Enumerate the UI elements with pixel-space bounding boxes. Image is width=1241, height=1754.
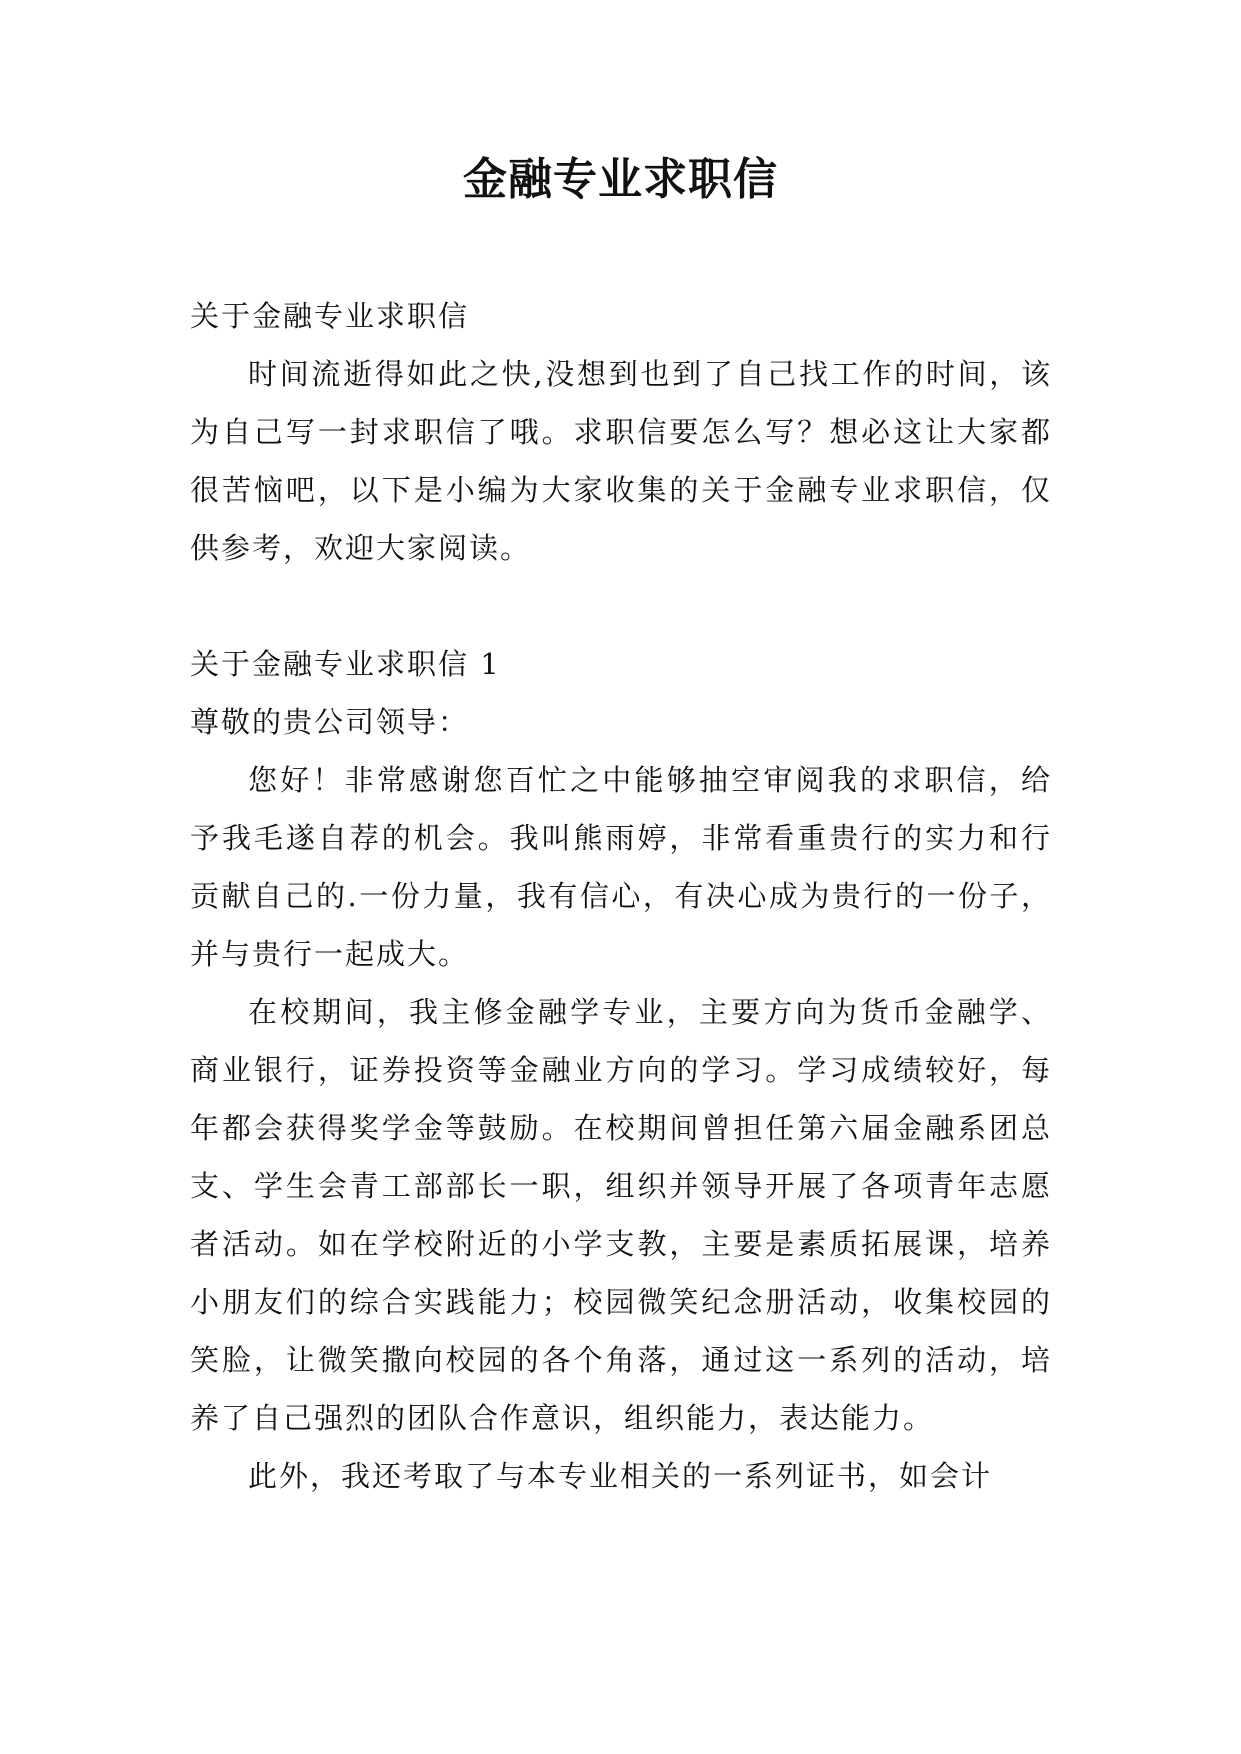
body-paragraph-greeting: 您好！非常感谢您百忙之中能够抽空审阅我的求职信，给予我毛遂自荐的机会。我叫熊雨婷，非常看重贵行的实力和行贡献自己的.一份力量，我有信心，有决心成为贵行的一份子，并与贵行一起成大。 — [190, 763, 1052, 971]
document-title: 金融专业求职信 — [463, 154, 778, 205]
salutation: 尊敬的贵公司领导： — [190, 705, 470, 739]
paragraph-spacer — [190, 577, 1052, 635]
document-body — [190, 287, 1052, 1505]
body-paragraph-education: 在校期间，我主修金融学专业，主要方向为货币金融学、商业银行，证券投资等金融业方向的学习。学习成绩较好，每年都会获得奖学金等鼓励。在校期间曾担任第六届金融系团总支、学生会青工部部长一职，组织并领导开展了各项青年志愿者活动。如在学校附近的小学支教，主要是素质拓展课，培养小朋友们的综合实践能力；校园微笑纪念册活动，收集校园的笑脸，让微笑撒向校园的各个角落，通过这一系列的活动，培养了自己强烈的团队合作意识，组织能力，表达能力。 — [190, 995, 1052, 1435]
body-paragraph-certificates: 此外，我还考取了与本专业相关的一系列证书，如会计 — [248, 1459, 993, 1493]
intro-heading: 关于金融专业求职信 — [190, 299, 470, 333]
letter-heading: 关于金融专业求职信 1 — [190, 647, 501, 681]
intro-paragraph: 时间流逝得如此之快,没想到也到了自己找工作的时间，该为自己写一封求职信了哦。求职信要怎么写？想必这让大家都很苦恼吧，以下是小编为大家收集的关于金融专业求职信，仅供参考，欢迎大家阅读。 — [190, 357, 1052, 565]
